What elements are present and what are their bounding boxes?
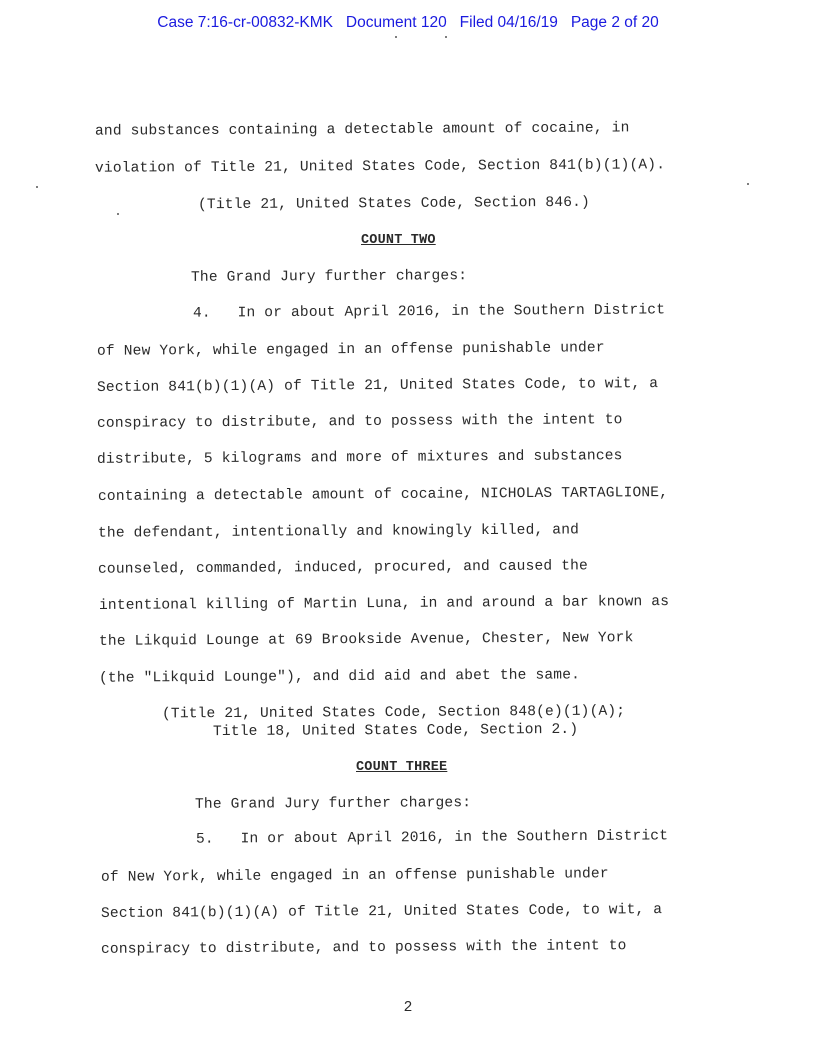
count-three-heading: COUNT THREE bbox=[356, 760, 448, 775]
page-number: 2 bbox=[403, 1000, 413, 1016]
body-line: violation of Title 21, United States Code, Section 841(b)(1)(A). bbox=[94, 157, 666, 177]
citation-line: (Title 21, United States Code, Section 846.) bbox=[197, 194, 590, 214]
paragraph-line: the Likquid Lounge at 69 Brookside Avenue, Chester, New York bbox=[98, 630, 634, 650]
count-three-intro: The Grand Jury further charges: bbox=[194, 795, 472, 813]
body-line: and substances containing a detectable amount of cocaine, in bbox=[94, 120, 630, 140]
document-number: Document 120 bbox=[345, 14, 447, 31]
paragraph-line: the defendant, intentionally and knowingly killed, and bbox=[97, 522, 580, 542]
paragraph-line: 4. In or about April 2016, in the Southern District bbox=[192, 302, 666, 322]
scan-speck bbox=[36, 186, 38, 188]
scan-speck bbox=[117, 213, 119, 215]
count-two-citation-line: (Title 21, United States Code, Section 848(e)(1)(A); bbox=[161, 703, 626, 723]
paragraph-line: Section 841(b)(1)(A) of Title 21, United States Code, to wit, a bbox=[96, 376, 659, 396]
paragraph-line: conspiracy to distribute, and to possess with the intent to bbox=[100, 938, 627, 958]
paragraph-line: 5. In or about April 2016, in the Southern District bbox=[195, 828, 669, 848]
count-two-heading: COUNT TWO bbox=[361, 233, 436, 248]
count-two-intro: The Grand Jury further charges: bbox=[190, 268, 468, 286]
scan-speck bbox=[395, 36, 397, 38]
case-number: Case 7:16-cr-00832-KMK bbox=[157, 14, 333, 31]
paragraph-line: Section 841(b)(1)(A) of Title 21, United States Code, to wit, a bbox=[100, 902, 663, 922]
paragraph-line: of New York, while engaged in an offense punishable under bbox=[100, 866, 609, 886]
filed-date: Filed 04/16/19 bbox=[459, 14, 558, 31]
paragraph-line: intentional killing of Martin Luna, in and around a bar known as bbox=[98, 594, 670, 614]
paragraph-line: distribute, 5 kilograms and more of mixtures and substances bbox=[96, 448, 623, 468]
scan-speck bbox=[747, 183, 749, 185]
filing-header bbox=[0, 14, 816, 32]
paragraph-line: containing a detectable amount of cocaine, NICHOLAS TARTAGLIONE, bbox=[97, 485, 669, 505]
page-indicator: Page 2 of 20 bbox=[570, 14, 659, 31]
paragraph-line: conspiracy to distribute, and to possess with the intent to bbox=[96, 412, 623, 432]
count-two-citation-line: Title 18, United States Code, Section 2.) bbox=[212, 721, 579, 741]
paragraph-line: counseled, commanded, induced, procured, and caused the bbox=[97, 558, 588, 578]
scan-speck bbox=[445, 36, 447, 38]
paragraph-line: of New York, while engaged in an offense punishable under bbox=[96, 340, 605, 360]
paragraph-line: (the "Likquid Lounge"), and did aid and abet the same. bbox=[98, 667, 581, 687]
